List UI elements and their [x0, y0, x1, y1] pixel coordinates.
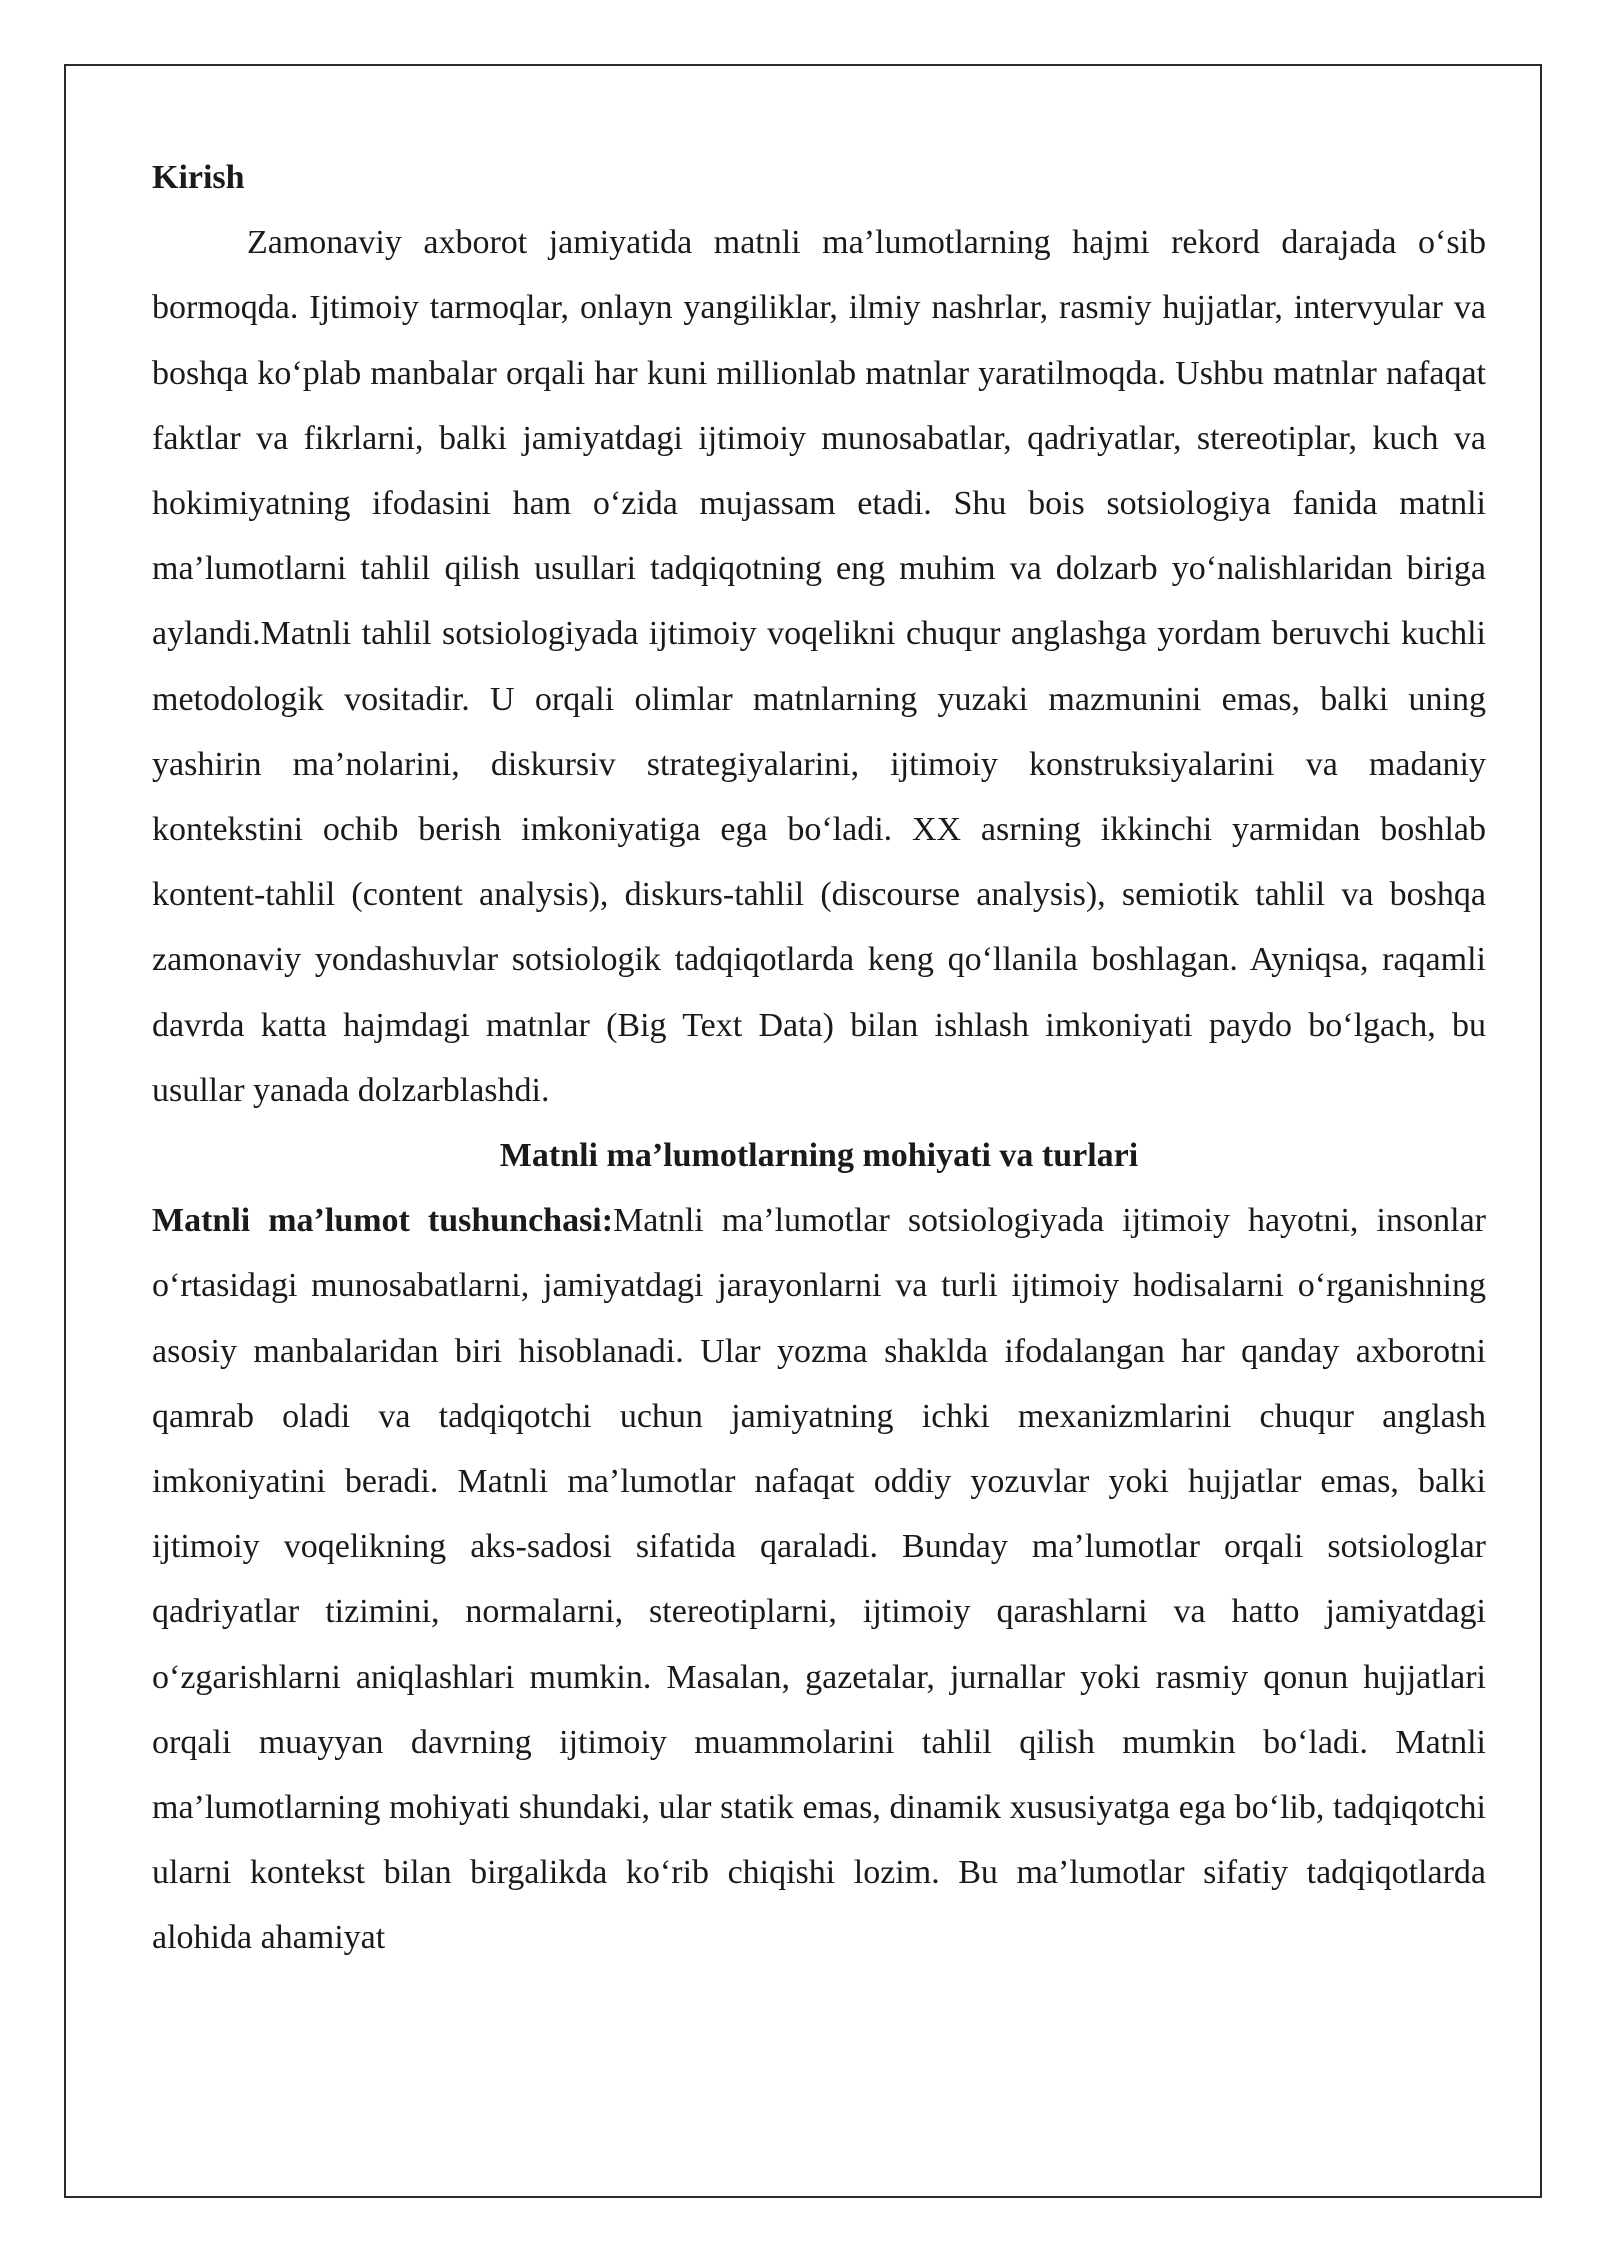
intro-heading: Kirish	[152, 159, 245, 196]
document-body	[152, 145, 1486, 1971]
section-title: Matnli ma’lumotlarning mohiyati va turlari	[499, 1137, 1139, 1175]
intro-paragraph: Zamonaviy axborot jamiyatida matnli ma’lumotlarning hajmi rekord darajada o‘sib bormoqda. Ijtimoiy tarmoqlar, onlayn yangiliklar, ilmiy nashrlar, rasmiy hujjatlar, intervyular va boshqa ko‘plab manbalar orqali har kuni millionlab matnlar yaratilmoqda. Ushbu matnlar nafaqat faktlar va fikrlarni, balki jamiyatdagi ijtimoiy munosabatlar, qadriyatlar, stereotiplar, kuch va hokimiyatning ifodasini ham o‘zida mujassam etadi. Shu bois sotsiologiya fanida matnli ma’lumotlarni tahlil qilish usullari tadqiqotning eng muhim va dolzarb yo‘nalishlaridan biriga aylandi.Matnli tahlil sotsiologiyada ijtimoiy voqelikni chuqur anglashga yordam beruvchi kuchli metodologik vositadir. U orqali olimlar matnlarning yuzaki mazmunini emas, balki uning yashirin ma’nolarini, diskursiv strategiyalarini, ijtimoiy konstruksiyalarini va madaniy kontekstini ochib berish imkoniyatiga ega bo‘ladi. XX asrning ikkinchi yarmidan boshlab kontent-tahlil (content analysis), diskurs-tahlil (discourse analysis), semiotik tahlil va boshqa zamonaviy yondashuvlar sotsiologik tadqiqotlarda keng qo‘llanila boshlagan. Ayniqsa, raqamli davrda katta hajmdagi matnlar (Big Text Data) bilan ishlash imkoniyati paydo bo‘lgach, bu usullar yanada dolzarblashdi.	[152, 224, 1486, 1109]
definition-paragraph	[152, 1188, 1486, 1970]
term-label: Matnli ma’lumot tushunchasi:	[152, 1202, 614, 1240]
definition-text: Matnli ma’lumotlar sotsiologiyada ijtimoiy hayotni, insonlar o‘rtasidagi munosabatlarni, jamiyatdagi jarayonlarni va turli ijtimoiy hodisalarni o‘rganishning asosiy manbalaridan biri hisoblanadi. Ular yozma shaklda ifodalangan har qanday axborotni qamrab oladi va tadqiqotchi uchun jamiyatning ichki mexanizmlarini chuqur anglash imkoniyatini beradi. Matnli ma’lumotlar nafaqat oddiy yozuvlar yoki hujjatlar emas, balki ijtimoiy voqelikning aks-sadosi sifatida qaraladi. Bunday ma’lumotlar orqali sotsiologlar qadriyatlar tizimini, normalarni, stereotiplarni, ijtimoiy qarashlarni va hatto jamiyatdagi o‘zgarishlarni aniqlashlari mumkin. Masalan, gazetalar, jurnallar yoki rasmiy qonun hujjatlari orqali muayyan davrning ijtimoiy muammolarini tahlil qilish mumkin bo‘ladi. Matnli ma’lumotlarning mohiyati shundaki, ular statik emas, dinamik xususiyatga ega bo‘lib, tadqiqotchi ularni kontekst bilan birgalikda ko‘rib chiqishi lozim. Bu ma’lumotlar sifatiy tadqiqotlarda alohida ahamiyat	[152, 1202, 1486, 1957]
